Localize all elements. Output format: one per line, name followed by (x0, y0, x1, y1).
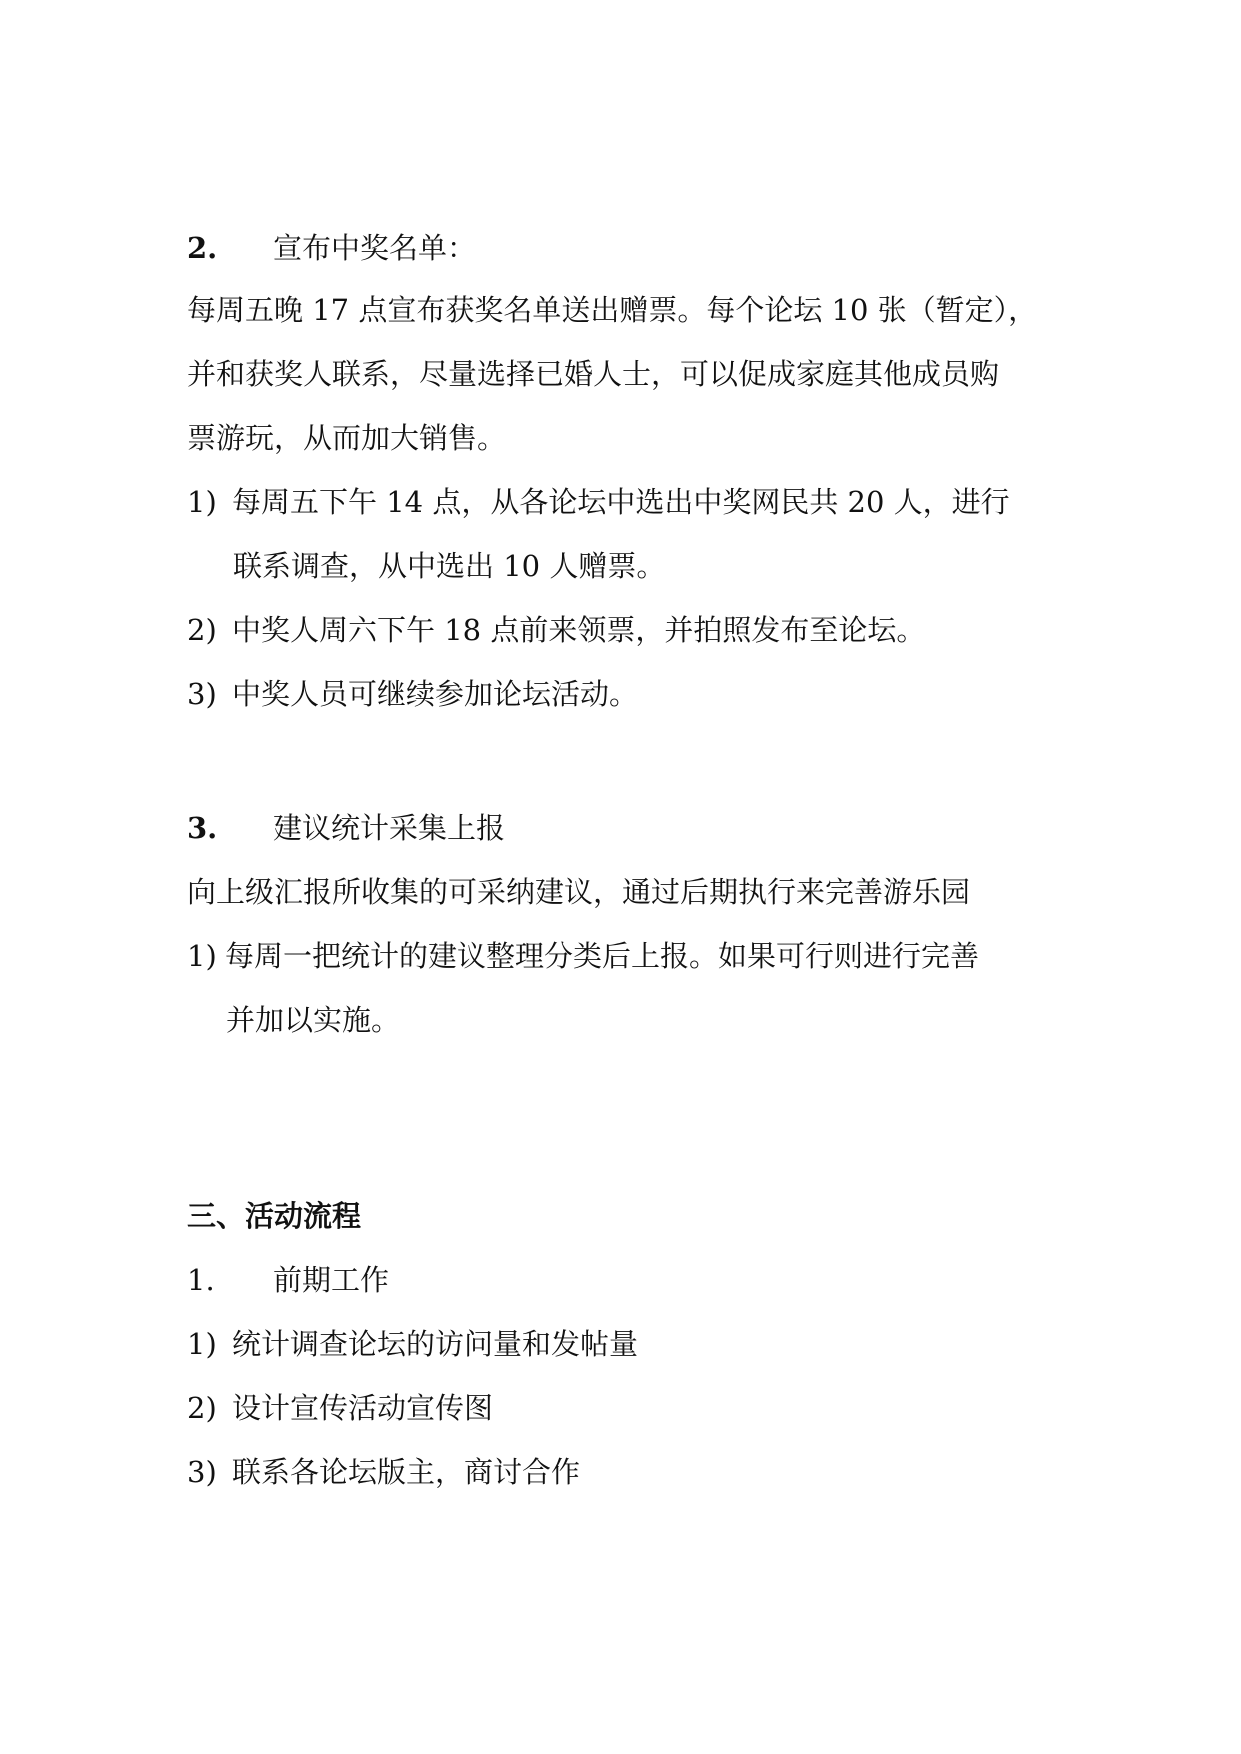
subsection-number: 1. (187, 1263, 215, 1297)
item-text: 中奖人周六下午 18 点前来领票，并拍照发布至论坛。 (232, 613, 926, 647)
section-2-para-line-1: 每周五晚 17 点宣布获奖名单送出赠票。每个论坛 10 张（暂定）， (187, 293, 1038, 327)
section-3-para: 向上级汇报所收集的可采纳建议，通过后期执行来完善游乐园 (187, 875, 971, 909)
item-marker: 2) (187, 613, 217, 647)
item-text: 每周一把统计的建议整理分类后上报。如果可行则进行完善 (225, 939, 980, 973)
item-text: 联系各论坛版主，商讨合作 (232, 1455, 581, 1489)
part-3-item-2 (187, 1388, 1067, 1428)
section-3-title: 建议统计采集上报 (273, 811, 506, 845)
section-3-number: 3. (187, 811, 218, 845)
section-3-item-1-continuation: 并加以实施。 (226, 1003, 401, 1037)
item-text: 中奖人员可继续参加论坛活动。 (232, 677, 639, 711)
section-2-item-3 (187, 674, 1067, 714)
item-text: 每周五下午 14 点，从各论坛中选出中奖网民共 20 人，进行 (232, 485, 1010, 519)
section-2-para-line-3: 票游玩，从而加大销售。 (187, 421, 507, 455)
part-3-heading: 三、活动流程 (187, 1199, 362, 1233)
item-text: 设计宣传活动宣传图 (232, 1391, 494, 1425)
item-marker: 3) (187, 1455, 217, 1489)
item-marker: 2) (187, 1391, 217, 1425)
item-text: 统计调查论坛的访问量和发帖量 (232, 1327, 639, 1361)
section-2-item-1 (187, 482, 1067, 522)
section-2-item-1-continuation: 联系调查，从中选出 10 人赠票。 (233, 549, 666, 583)
section-2-heading (187, 228, 1067, 268)
item-marker: 1) (187, 1327, 217, 1361)
section-2-number: 2. (187, 231, 218, 265)
part-3-subsection-1 (187, 1260, 1067, 1300)
part-3-item-1 (187, 1324, 1067, 1364)
item-marker: 3) (187, 677, 217, 711)
item-marker: 1) (187, 939, 217, 973)
subsection-title: 前期工作 (273, 1263, 390, 1297)
item-marker: 1) (187, 485, 217, 519)
section-2-title: 宣布中奖名单： (273, 231, 477, 265)
section-3-item-1 (187, 936, 1067, 976)
part-3-item-3 (187, 1452, 1067, 1492)
section-2-para-line-2: 并和获奖人联系，尽量选择已婚人士，可以促成家庭其他成员购 (187, 357, 1000, 391)
section-3-heading (187, 808, 1067, 848)
section-2-item-2 (187, 610, 1067, 650)
